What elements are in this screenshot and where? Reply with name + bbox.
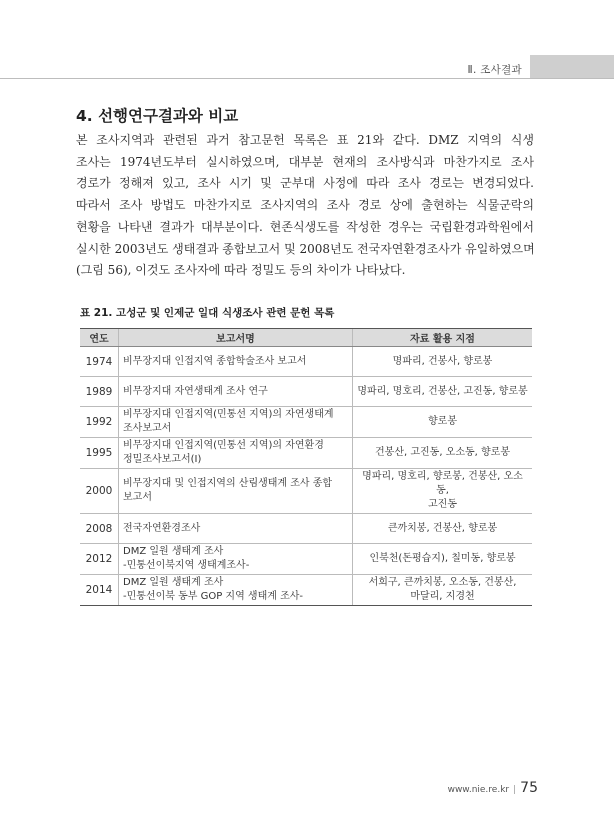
cell-year: 2000 (80, 469, 119, 514)
cell-sites: 명파리, 명호리, 건봉산, 고진동, 향로봉 (353, 377, 533, 407)
header-sites: 자료 활용 지점 (353, 329, 533, 347)
cell-sites: 명파리, 명호리, 향로봉, 건봉산, 오소동, 고진동 (353, 469, 533, 514)
footer-site: www.nie.re.kr (447, 785, 510, 795)
cell-report: 전국자연환경조사 (119, 514, 353, 544)
footer-separator: | (513, 785, 517, 795)
cell-sites: 향로봉 (353, 407, 533, 438)
header-year: 연도 (80, 329, 119, 347)
paragraph-line: 현황을 나타낸 결과가 대부분이다. 현존식생도를 작성한 경우는 국립환경과학원에서 (76, 219, 534, 234)
page-number: 75 (520, 780, 538, 796)
cell-year: 2008 (80, 514, 119, 544)
paragraph-line: 조사는 1974년도부터 실시하였으며, 대부분 현재의 조사방식과 마찬가지로 조사 (76, 154, 534, 169)
table-row (80, 469, 532, 514)
table-row (80, 575, 532, 606)
cell-report: DMZ 일원 생태계 조사 -민통선이북 동부 GOP 지역 생태계 조사- (119, 575, 353, 606)
table-row (80, 544, 532, 575)
cell-year: 1995 (80, 438, 119, 469)
cell-report: 비무장지대 및 인접지역의 산림생태계 조사 종합 보고서 (119, 469, 353, 514)
table-header-row (80, 329, 532, 347)
cell-sites: 인북천(돈평습지), 칠미동, 향로봉 (353, 544, 533, 575)
cell-sites: 큰까치봉, 건봉산, 향로봉 (353, 514, 533, 544)
header-tab-marker (530, 55, 614, 78)
body-paragraph (76, 130, 534, 282)
reference-table (80, 328, 532, 606)
cell-year: 1992 (80, 407, 119, 438)
cell-report: DMZ 일원 생태계 조사 -민통선이북지역 생태계조사- (119, 544, 353, 575)
page-footer (448, 780, 538, 796)
table-row (80, 514, 532, 544)
header-rule (0, 78, 614, 79)
paragraph-line: 경로가 정해져 있고, 조사 시기 및 군부대 사정에 따라 조사 경로는 변경되었다. (76, 176, 534, 191)
cell-year: 1974 (80, 347, 119, 377)
cell-report: 비무장지대 인접지역 종합학술조사 보고서 (119, 347, 353, 377)
cell-year: 1989 (80, 377, 119, 407)
table-row (80, 347, 532, 377)
cell-report: 비무장지대 자연생태계 조사 연구 (119, 377, 353, 407)
section-heading: 4. 선행연구결과와 비교 (76, 107, 239, 125)
header-report: 보고서명 (119, 329, 353, 347)
table-row (80, 438, 532, 469)
paragraph-line: 본 조사지역과 관련된 과거 참고문헌 목록은 표 21와 같다. DMZ 지역의 식생 (76, 133, 534, 147)
cell-sites: 명파리, 건봉사, 향로봉 (353, 347, 533, 377)
cell-report: 비무장지대 인접지역(민통선 지역)의 자연생태계 조사보고서 (119, 407, 353, 438)
table-row (80, 377, 532, 407)
table-caption: 표 21. 고성군 및 인제군 일대 식생조사 관련 문헌 목록 (80, 307, 335, 319)
paragraph-line: 실시한 2003년도 생태결과 종합보고서 및 2008년도 전국자연환경조사가 유일하였으며 (76, 241, 535, 256)
cell-sites: 서희구, 큰까치봉, 오소동, 건봉산, 마달리, 지경천 (353, 575, 533, 606)
table-row (80, 407, 532, 438)
cell-year: 2014 (80, 575, 119, 606)
header-section-label: Ⅱ. 조사결과 (467, 64, 522, 76)
cell-year: 2012 (80, 544, 119, 575)
cell-sites: 건봉산, 고진동, 오소동, 향로봉 (353, 438, 533, 469)
paragraph-line: (그림 56), 이것도 조사자에 따라 정밀도 등의 차이가 나타났다. (76, 263, 406, 278)
cell-report: 비무장지대 인접지역(민통선 지역)의 자연환경 정밀조사보고서(Ⅰ) (119, 438, 353, 469)
paragraph-line: 따라서 조사 방법도 마찬가지로 조사지역의 조사 경로 상에 출현하는 식물군락의 (76, 198, 534, 213)
